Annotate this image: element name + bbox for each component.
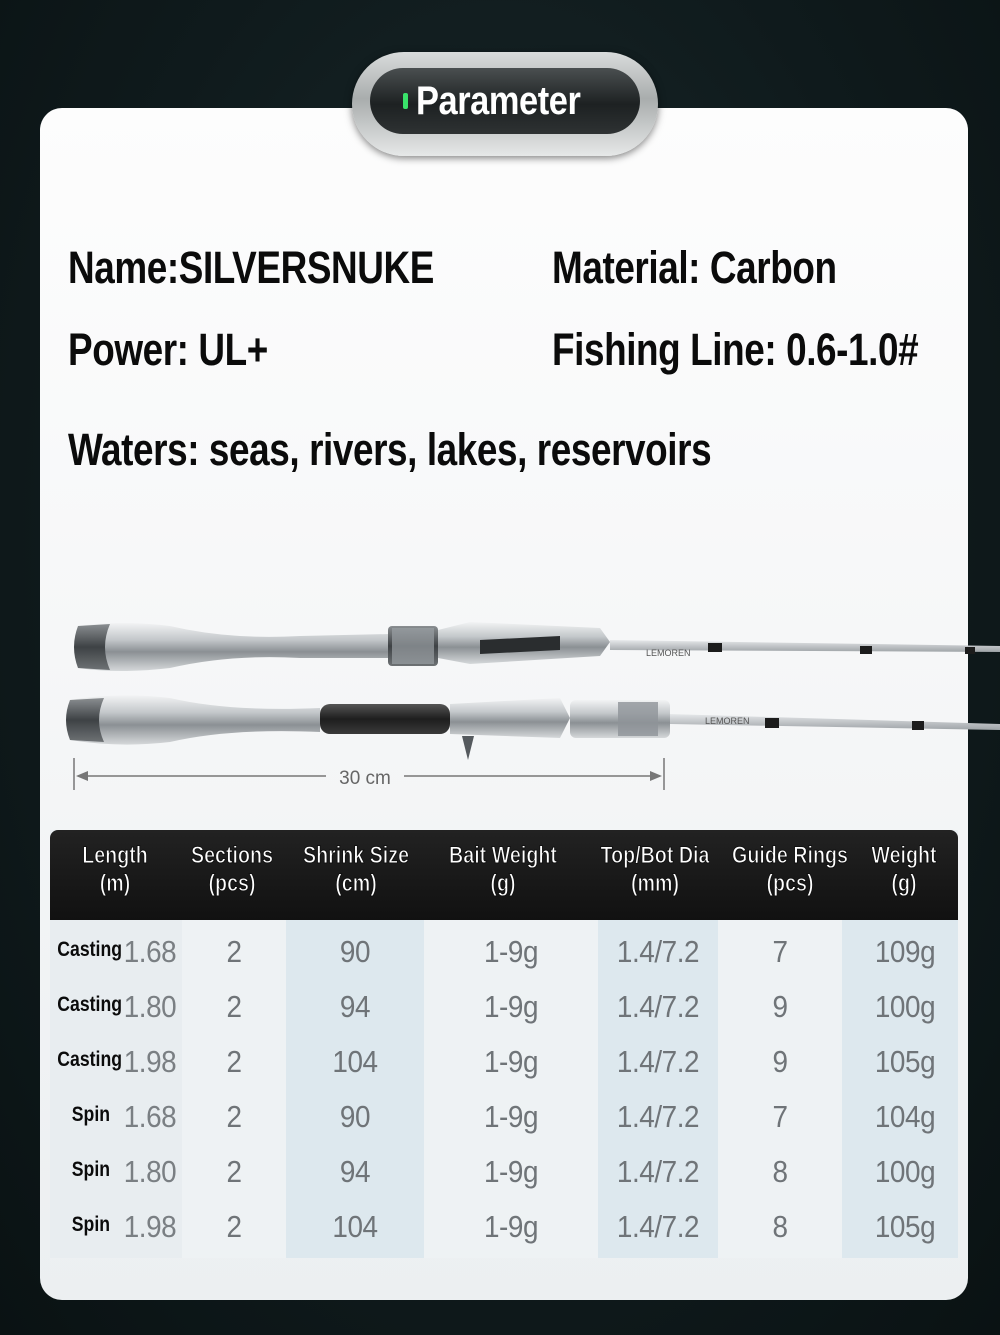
header-guide-rings: Guide Rings (pcs) (732, 842, 848, 897)
cell-bait: 1-9g (483, 1154, 539, 1189)
cell-bait: 1-9g (483, 934, 539, 969)
cell-dia: 1.4/7.2 (616, 1209, 700, 1244)
header-sections: Sections (pcs) (190, 842, 274, 897)
cell-length: 1.68 (123, 1099, 177, 1134)
spec-fishing-line: Fishing Line: 0.6-1.0# (552, 324, 919, 375)
col-band-type (50, 920, 182, 1258)
cell-dia: 1.4/7.2 (616, 989, 700, 1024)
header-weight: Weight (g) (871, 842, 937, 897)
badge-title: Parameter (415, 78, 581, 123)
cell-weight: 109g (874, 934, 936, 969)
header-top-bot-dia: Top/Bot Dia (mm) (600, 842, 710, 897)
row-type: Casting (57, 993, 122, 1016)
cell-rings: 9 (772, 989, 788, 1024)
col-band-shrink (286, 920, 424, 1258)
cell-shrink: 90 (339, 1099, 371, 1134)
cell-shrink: 94 (339, 1154, 371, 1189)
cell-rings: 9 (772, 1044, 788, 1079)
cell-weight: 104g (874, 1099, 936, 1134)
cell-weight: 105g (874, 1044, 936, 1079)
spec-name: Name:SILVERSNUKE (68, 242, 434, 293)
cell-sections: 2 (226, 1099, 242, 1134)
cell-length: 1.68 (123, 934, 177, 969)
casting-rod (66, 695, 1000, 760)
cell-shrink: 90 (339, 934, 371, 969)
cell-dia: 1.4/7.2 (616, 1044, 700, 1079)
row-type: Casting (57, 938, 122, 961)
cell-shrink: 94 (339, 989, 371, 1024)
row-type: Casting (57, 1048, 122, 1071)
cell-dia: 1.4/7.2 (616, 1154, 700, 1189)
parameter-badge (370, 68, 640, 134)
cell-weight: 105g (874, 1209, 936, 1244)
row-type: Spin (71, 1103, 110, 1126)
cell-rings: 7 (772, 1099, 788, 1134)
header-length: Length (m) (82, 842, 148, 897)
cell-dia: 1.4/7.2 (616, 934, 700, 969)
col-band-sections (182, 920, 286, 1258)
col-band-rings (718, 920, 842, 1258)
cell-weight: 100g (874, 1154, 936, 1189)
cell-bait: 1-9g (483, 989, 539, 1024)
rod2-brand-label: LEMOREN (705, 716, 750, 726)
green-indicator-icon (403, 93, 408, 109)
cell-shrink: 104 (332, 1044, 378, 1079)
cell-weight: 100g (874, 989, 936, 1024)
row-type: Spin (71, 1213, 110, 1236)
header-shrink-size: Shrink Size (cm) (302, 842, 410, 897)
cell-length: 1.98 (123, 1044, 177, 1079)
cell-length: 1.80 (123, 1154, 177, 1189)
cell-bait: 1-9g (483, 1044, 539, 1079)
spec-material: Material: Carbon (552, 242, 837, 293)
col-band-dia (598, 920, 718, 1258)
row-type: Spin (71, 1158, 110, 1181)
cell-sections: 2 (226, 1044, 242, 1079)
spinning-rod (74, 622, 1000, 671)
table-header (50, 830, 958, 920)
cell-shrink: 104 (332, 1209, 378, 1244)
cell-bait: 1-9g (483, 1209, 539, 1244)
cell-rings: 8 (772, 1154, 788, 1189)
spec-waters: Waters: seas, rivers, lakes, reservoirs (68, 424, 712, 475)
cell-sections: 2 (226, 1209, 242, 1244)
cell-dia: 1.4/7.2 (616, 1099, 700, 1134)
cell-bait: 1-9g (483, 1099, 539, 1134)
spec-power: Power: UL+ (68, 324, 268, 375)
rods-illustration (0, 600, 1000, 810)
cell-sections: 2 (226, 989, 242, 1024)
header-bait-weight: Bait Weight (g) (449, 842, 557, 897)
rod1-brand-label: LEMOREN (646, 648, 691, 658)
cell-sections: 2 (226, 934, 242, 969)
dimension-label: 30 cm (339, 768, 391, 789)
cell-rings: 7 (772, 934, 788, 969)
col-band-bait (424, 920, 598, 1258)
dimension-indicator (74, 758, 664, 790)
cell-sections: 2 (226, 1154, 242, 1189)
col-band-weight (842, 920, 958, 1258)
parameter-table (50, 830, 958, 1258)
cell-length: 1.80 (123, 989, 177, 1024)
cell-rings: 8 (772, 1209, 788, 1244)
cell-length: 1.98 (123, 1209, 177, 1244)
